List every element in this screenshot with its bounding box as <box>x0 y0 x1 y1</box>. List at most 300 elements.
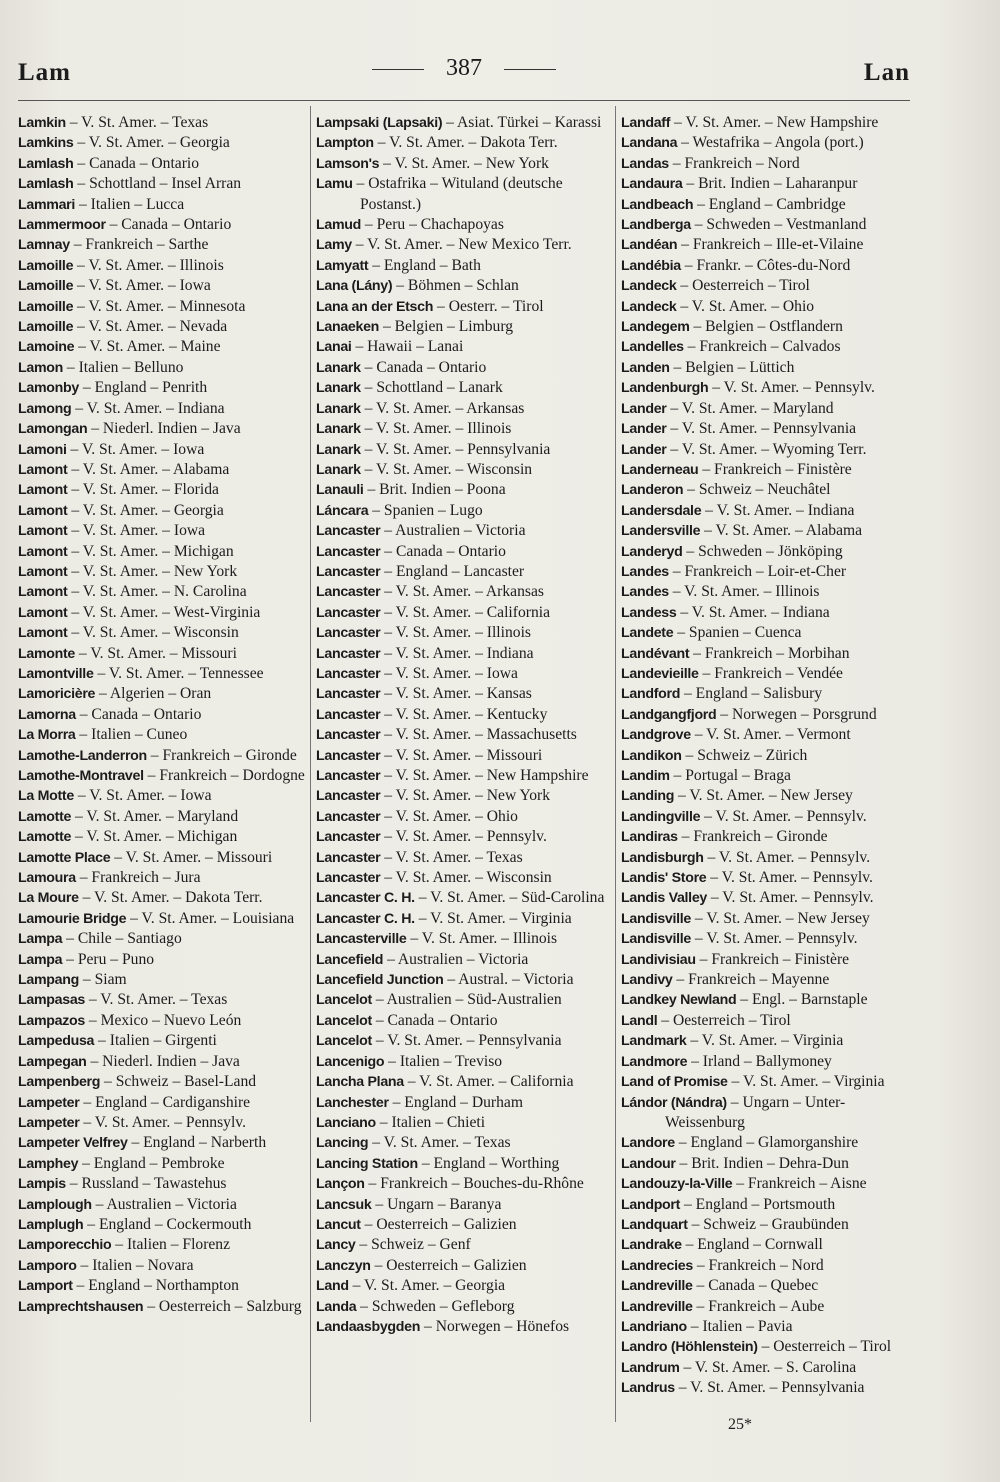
entry-headword: Lamoine <box>18 339 75 356</box>
entry-location: – V. St. Amer. – Pennsylvania <box>360 440 551 458</box>
gazetteer-entry <box>621 1093 913 1134</box>
entry-location: – V. St. Amer. – Indiana <box>676 603 830 621</box>
entry-headword: Lançon <box>316 1176 365 1193</box>
gazetteer-entry <box>18 195 308 215</box>
gazetteer-entry <box>18 786 308 806</box>
gazetteer-entry <box>18 378 308 398</box>
entry-headword: Landour <box>621 1155 676 1172</box>
gazetteer-entry <box>621 256 913 276</box>
entry-headword: Landess <box>621 604 677 621</box>
entry-headword: Lampasas <box>18 992 85 1009</box>
entry-location: – V. St. Amer. – New York <box>380 787 551 805</box>
entry-headword: Lanark <box>316 400 361 417</box>
gazetteer-entry <box>18 1052 308 1072</box>
entry-headword: Lamud <box>316 217 362 234</box>
entry-headword: Landrum <box>621 1359 680 1376</box>
entry-location: – Portugal – Braga <box>669 767 791 784</box>
gazetteer-entry <box>316 358 612 378</box>
entry-headword: Lancaster <box>316 768 381 784</box>
entry-headword: Lanark <box>316 441 361 458</box>
entry-headword: Lamlash <box>18 176 74 193</box>
entry-location: – V. St. Amer. – Kentucky <box>380 705 548 723</box>
entry-headword: Lancaster <box>316 788 381 805</box>
gazetteer-entry <box>316 1174 612 1194</box>
gazetteer-entry <box>621 154 913 174</box>
gazetteer-entry <box>316 786 612 806</box>
entry-headword: Landeck <box>621 278 677 295</box>
entry-location: – Italien – Lucca <box>75 195 185 213</box>
entry-headword: Landaura <box>621 176 683 193</box>
entry-headword: Lamotte <box>18 808 72 825</box>
entry-location: – Austral. – Victoria <box>443 971 574 989</box>
entry-headword: Lanauli <box>316 482 364 499</box>
gazetteer-entry <box>18 746 308 766</box>
entry-location: – V. St. Amer. – Arkansas <box>380 583 544 601</box>
gazetteer-entry <box>621 378 913 398</box>
entry-headword: Landriano <box>621 1318 687 1335</box>
entry-headword: Lamoni <box>18 441 67 458</box>
entry-headword: Lancaster <box>316 604 381 621</box>
gazetteer-entry <box>316 929 612 949</box>
entry-headword: Lander <box>621 400 667 417</box>
entry-headword: Lammermoor <box>18 217 106 234</box>
gazetteer-entry <box>621 399 913 419</box>
entry-location: – V. St. Amer. – Massachusetts <box>380 726 577 744</box>
entry-location: – Oesterreich – Galizien <box>370 1256 527 1274</box>
gazetteer-entry <box>316 807 612 827</box>
entry-headword: Landen <box>621 359 670 376</box>
gazetteer-entry <box>18 603 308 623</box>
gazetteer-entry <box>621 888 913 908</box>
entry-location: – Frankreich – Nord <box>692 1256 824 1274</box>
column-1 <box>18 113 308 1317</box>
entry-location: – V. St. Amer. – Georgia <box>348 1277 506 1295</box>
entry-headword: Landore <box>621 1135 675 1152</box>
gazetteer-entry <box>18 1297 308 1317</box>
entry-headword: Lampenberg <box>18 1074 101 1091</box>
entry-headword: Lamoille <box>18 257 74 274</box>
gazetteer-entry <box>316 501 612 521</box>
gazetteer-entry <box>18 521 308 541</box>
entry-headword: Landenburgh <box>621 380 709 397</box>
gazetteer-entry <box>18 990 308 1010</box>
header-left-keyword: Lam <box>18 59 71 86</box>
gazetteer-entry <box>316 664 612 684</box>
entry-location: – Spanien – Lugo <box>368 501 483 519</box>
gazetteer-entry <box>316 644 612 664</box>
gazetteer-entry <box>621 1297 913 1317</box>
entry-location: – V. St. Amer. – Alabama <box>700 522 863 540</box>
entry-location: – V. St. Amer. – Missouri <box>75 644 237 662</box>
entry-location: – Canada – Ontario <box>73 154 200 172</box>
gazetteer-entry <box>621 562 913 582</box>
entry-location: – England – Northampton <box>72 1277 239 1295</box>
gazetteer-entry <box>316 1133 612 1153</box>
entry-headword: Landouzy-la-Ville <box>621 1176 733 1193</box>
entry-headword: Lamont <box>18 502 68 519</box>
entry-location: – V. St. Amer. – Illinois <box>668 583 820 601</box>
gazetteer-entry <box>621 1195 913 1215</box>
entry-location: – Ostafrika – Wituland (deutsche Postanst.) <box>352 175 563 213</box>
entry-location: – England – Salisbury <box>680 685 823 703</box>
gazetteer-entry <box>621 603 913 623</box>
running-header <box>18 55 910 95</box>
gazetteer-entry <box>621 1317 913 1337</box>
entry-location: – V. St. Amer. – Dakota Terr. <box>373 134 558 152</box>
entry-location: – V. St. Amer. – Minnesota <box>73 297 246 315</box>
gazetteer-entry <box>621 1072 913 1092</box>
entry-headword: Landisville <box>621 931 692 948</box>
entry-location: – Australien – Süd-Australien <box>371 991 562 1009</box>
entry-headword: Lamoille <box>18 319 74 336</box>
gazetteer-entry <box>316 174 612 215</box>
gazetteer-entry <box>18 1113 308 1133</box>
entry-headword: Lancefield Junction <box>316 972 444 989</box>
entry-location: – V. St. Amer. – Florida <box>67 481 219 499</box>
entry-headword: Landim <box>621 768 670 784</box>
gazetteer-entry <box>18 399 308 419</box>
entry-headword: Landreville <box>621 1278 693 1295</box>
entry-location: – Oesterreich – Tirol <box>676 277 810 295</box>
entry-location: – V. St. Amer. – New Jersey <box>691 909 870 927</box>
entry-headword: Landa <box>316 1298 357 1315</box>
entry-headword: Landrecies <box>621 1257 693 1274</box>
entry-headword: Landévant <box>621 645 690 662</box>
entry-location: – V. St. Amer. – Georgia <box>73 134 230 152</box>
entry-headword: Lamporo <box>18 1257 77 1274</box>
entry-headword: Landquart <box>621 1216 688 1233</box>
gazetteer-entry <box>18 1072 308 1092</box>
gazetteer-entry <box>316 1031 612 1051</box>
entry-headword: Lammari <box>18 196 76 213</box>
column-3 <box>621 113 913 1399</box>
entry-location: – V. St. Amer. – Süd-Carolina <box>414 889 605 907</box>
gazetteer-entry <box>316 1195 612 1215</box>
entry-headword: Láncara <box>316 502 369 519</box>
gazetteer-entry <box>316 1276 612 1296</box>
entry-location: – V. St. Amer. – Iowa <box>73 277 211 295</box>
entry-headword: Landgangfjord <box>621 706 717 723</box>
entry-location: – Canada – Ontario <box>360 358 487 376</box>
gazetteer-entry <box>316 521 612 541</box>
entry-location: – Frankreich – Sarthe <box>69 236 209 254</box>
entry-location: – Frankreich – Jura <box>75 869 201 887</box>
entry-headword: Landford <box>621 686 681 703</box>
entry-headword: Landl <box>621 1012 658 1029</box>
entry-location: – Canada – Ontario <box>105 216 232 234</box>
entry-headword: Landes <box>621 563 669 580</box>
gazetteer-entry <box>621 542 913 562</box>
entry-headword: Lamourie Bridge <box>18 910 127 927</box>
entry-headword: Lamothe-Landerron <box>18 747 147 764</box>
entry-location: – Brit. Indien – Poona <box>363 481 506 499</box>
entry-location: – Chile – Santiago <box>62 930 182 948</box>
gazetteer-entry <box>316 1256 612 1276</box>
entry-headword: Lamplugh <box>18 1216 84 1233</box>
gazetteer-entry <box>621 950 913 970</box>
gazetteer-entry <box>18 317 308 337</box>
entry-location: – V. St. Amer. – Dakota Terr. <box>78 889 263 907</box>
entry-location: – V. St. Amer. – Wyoming Terr. <box>666 440 867 458</box>
entry-location: – V. St. Amer. – Tennessee <box>93 664 264 682</box>
gazetteer-entry <box>621 909 913 929</box>
entry-headword: Landana <box>621 135 678 152</box>
gazetteer-entry <box>18 725 308 745</box>
entry-location: – Oesterreich – Tirol <box>757 1338 892 1356</box>
entry-headword: Lancelot <box>316 1033 372 1050</box>
entry-location: – Westafrika – Angola (port.) <box>677 134 864 152</box>
entry-headword: Lampegan <box>18 1053 87 1070</box>
entry-location: – Italien – Novara <box>76 1256 194 1274</box>
entry-location: – V. St. Amer. – Pennsylv. <box>380 828 547 846</box>
entry-headword: Lanark <box>316 461 361 478</box>
entry-headword: Lancing <box>316 1135 369 1152</box>
entry-location: – Italien – Girgenti <box>94 1032 217 1050</box>
entry-location: – England – Pembroke <box>78 1154 225 1172</box>
gazetteer-entry <box>18 1235 308 1255</box>
entry-headword: Landisville <box>621 910 692 927</box>
entry-location: – England – Lancaster <box>380 562 525 580</box>
entry-headword: Lamoille <box>18 298 74 315</box>
entry-location: – Canada – Quebec <box>692 1277 819 1295</box>
entry-location: – England – Cornwall <box>681 1236 823 1254</box>
entry-headword: Lancaster <box>316 829 381 846</box>
gazetteer-entry <box>18 1276 308 1296</box>
entry-headword: Landis Valley <box>621 890 707 907</box>
gazetteer-entry <box>621 1011 913 1031</box>
gazetteer-entry <box>316 1072 612 1092</box>
gazetteer-entry <box>316 215 612 235</box>
entry-headword: Lancaster C. H. <box>316 910 415 927</box>
gazetteer-entry <box>18 888 308 908</box>
entry-headword: Lamotte Place <box>18 849 111 866</box>
entry-headword: Lampedusa <box>18 1033 95 1050</box>
gazetteer-entry <box>621 1215 913 1235</box>
entry-location: – V. St. Amer. – New York <box>379 154 549 172</box>
gazetteer-entry <box>316 950 612 970</box>
gazetteer-entry <box>18 970 308 990</box>
gazetteer-entry <box>621 1052 913 1072</box>
gazetteer-entry <box>316 868 612 888</box>
entry-headword: Lamkin <box>18 115 66 131</box>
entry-headword: Lamu <box>316 176 353 193</box>
entry-headword: Lamothe-Montravel <box>18 768 144 784</box>
entry-headword: Lamont <box>18 625 68 642</box>
entry-location: – V. St. Amer. – Arkansas <box>360 399 525 417</box>
entry-headword: Lana an der Etsch <box>316 298 434 315</box>
gazetteer-entry <box>316 725 612 745</box>
entry-location: – Engl. – Barnstaple <box>736 991 868 1009</box>
entry-headword: Lanciano <box>316 1114 376 1131</box>
entry-location: – V. St. Amer. – Wisconsin <box>380 869 552 887</box>
entry-location: – V. St. Amer. – Pennsylv. <box>708 379 875 397</box>
gazetteer-entry <box>621 317 913 337</box>
entry-location: – Schweiz – Basel-Land <box>100 1073 257 1091</box>
column-divider-2 <box>615 106 616 1422</box>
entry-headword: Lampeter <box>18 1114 80 1131</box>
gazetteer-entry <box>316 1215 612 1235</box>
entry-headword: Lamont <box>18 543 68 560</box>
entry-headword: Lamong <box>18 400 72 417</box>
entry-location: – V. St. Amer. – Pennsylv. <box>706 869 873 887</box>
gazetteer-entry <box>18 848 308 868</box>
entry-location: – V. St. Amer. – Missouri <box>110 848 273 866</box>
gazetteer-entry <box>316 276 612 296</box>
entry-location: – V. St. Amer. – Virginia <box>414 909 572 927</box>
entry-headword: Lana (Lány) <box>316 278 393 295</box>
gazetteer-entry <box>18 235 308 255</box>
entry-location: – V. St. Amer. – Pennsylv. <box>707 889 874 907</box>
entry-location: – V. St. Amer. – Iowa <box>73 787 212 805</box>
entry-headword: Lamporecchio <box>18 1237 112 1254</box>
entry-location: – V. St. Amer. – New York <box>67 562 238 580</box>
entry-headword: Lamyatt <box>316 257 369 274</box>
entry-location: – Italien – Pavia <box>686 1317 793 1335</box>
gazetteer-entry <box>18 480 308 500</box>
gazetteer-entry <box>316 848 612 868</box>
column-divider-1 <box>310 106 311 1422</box>
entry-location: – V. St. Amer. – Pennsylv. <box>700 807 867 825</box>
gazetteer-entry <box>621 807 913 827</box>
entry-headword: Lancaster <box>316 563 381 580</box>
entry-location: – V. St. Amer. – Pennsylv. <box>691 930 858 948</box>
entry-location: – V. St. Amer. – Illinois <box>380 624 531 642</box>
entry-headword: Lampton <box>316 135 374 152</box>
gazetteer-entry <box>621 521 913 541</box>
entry-location: – V. St. Amer. – West-Virginia <box>67 603 261 621</box>
gazetteer-entry <box>18 1133 308 1153</box>
entry-headword: Lancaster <box>316 584 381 601</box>
gazetteer-entry <box>18 868 308 888</box>
entry-location: – V. St. Amer. – Louisiana <box>126 909 295 927</box>
header-rule <box>18 100 910 101</box>
entry-headword: Landikon <box>621 747 682 764</box>
gazetteer-entry <box>621 848 913 868</box>
entry-headword: Landes <box>621 584 669 601</box>
gazetteer-entry <box>621 705 913 725</box>
entry-headword: Lamontville <box>18 665 94 682</box>
entry-location: – Frankreich – Morbihan <box>689 644 850 662</box>
entry-headword: Lamoura <box>18 870 76 887</box>
entry-location: – England – Cambridge <box>693 195 846 213</box>
gazetteer-entry <box>621 113 913 133</box>
gazetteer-entry <box>621 1174 913 1194</box>
entry-location: – England – Durham <box>388 1093 523 1111</box>
gazetteer-entry <box>18 501 308 521</box>
gazetteer-entry <box>316 235 612 255</box>
entry-location: – V. St. Amer. – New Hampshire <box>670 114 879 131</box>
gazetteer-entry <box>621 766 913 786</box>
entry-headword: Landberga <box>621 217 691 234</box>
gazetteer-entry <box>621 195 913 215</box>
entry-headword: Lancenigo <box>316 1053 385 1070</box>
entry-headword: Lancaster <box>316 808 381 825</box>
entry-location: – Frankreich – Dordogne <box>143 767 305 784</box>
entry-location: – Siam <box>78 971 127 989</box>
entry-headword: Landeron <box>621 482 684 499</box>
entry-location: – Australien – Victoria <box>91 1195 237 1213</box>
entry-headword: Lanark <box>316 421 361 438</box>
entry-location: – V. St. Amer. – Alabama <box>67 460 230 478</box>
entry-location: – V. St. Amer. – Texas <box>85 991 228 1009</box>
entry-headword: Lancaster C. H. <box>316 890 415 907</box>
entry-headword: Lampa <box>18 951 63 968</box>
left-dash <box>372 69 424 70</box>
entry-headword: Landébia <box>621 257 681 274</box>
entry-location: – England – Bath <box>368 256 481 274</box>
entry-headword: Lancaster <box>316 727 381 744</box>
entry-location: – Frankreich – Calvados <box>683 338 841 356</box>
entry-headword: Landis' Store <box>621 870 707 887</box>
entry-headword: Lancasterville <box>316 931 407 948</box>
entry-headword: Lamoricière <box>18 686 96 703</box>
entry-location: – V. St. Amer. – Pennsylvania <box>674 1379 865 1397</box>
entry-headword: Landaff <box>621 115 671 131</box>
gazetteer-entry <box>621 827 913 847</box>
entry-headword: Land <box>316 1278 349 1295</box>
entry-location: – Niederl. Indien – Java <box>86 1052 240 1070</box>
entry-location: – England – Narberth <box>127 1134 267 1152</box>
gazetteer-entry <box>621 623 913 643</box>
gazetteer-entry <box>316 378 612 398</box>
entry-location: – Belgien – Lüttich <box>669 358 795 376</box>
gazetteer-entry <box>621 460 913 480</box>
entry-headword: Landelles <box>621 339 684 356</box>
gazetteer-entry <box>18 337 308 357</box>
gazetteer-entry <box>621 664 913 684</box>
gazetteer-entry <box>316 440 612 460</box>
page-number: 387 <box>446 55 482 81</box>
entry-location: – V. St. Amer. – Michigan <box>71 828 238 846</box>
entry-headword: Lamkins <box>18 135 74 152</box>
entry-headword: Lamont <box>18 523 68 540</box>
gazetteer-entry <box>316 623 612 643</box>
entry-headword: Lancut <box>316 1216 361 1233</box>
entry-location: – Canada – Ontario <box>380 542 506 560</box>
entry-headword: Lamotte <box>18 829 72 846</box>
entry-headword: Lamont <box>18 461 68 478</box>
entry-headword: Lancing Station <box>316 1155 418 1172</box>
gazetteer-entry <box>18 664 308 684</box>
entry-location: – V. St. Amer. – Texas <box>65 114 209 131</box>
entry-headword: Lampazos <box>18 1012 85 1029</box>
gazetteer-entry <box>18 807 308 827</box>
entry-location: – England – Worthing <box>417 1154 560 1172</box>
entry-location: – Ungarn – Baranya <box>371 1195 502 1213</box>
entry-headword: Lamont <box>18 604 68 621</box>
gazetteer-entry <box>18 827 308 847</box>
entry-headword: Lampang <box>18 972 79 989</box>
entry-location: – Frankreich – Finistère <box>698 460 852 478</box>
entry-headword: Landingville <box>621 808 701 825</box>
gazetteer-entry <box>621 215 913 235</box>
entry-location: – V. St. Amer. – Maine <box>74 338 221 356</box>
entry-location: – V. St. Amer. – Maryland <box>71 807 239 825</box>
entry-headword: Landrake <box>621 1237 682 1254</box>
entry-headword: Lanaeken <box>316 319 380 336</box>
entry-location: – V. St. Amer. – Indiana <box>71 399 225 417</box>
gazetteer-entry <box>316 1317 612 1337</box>
gazetteer-entry <box>621 1276 913 1296</box>
entry-headword: Lamongan <box>18 421 88 438</box>
entry-location: – Schweiz – Neuchâtel <box>683 481 831 499</box>
gazetteer-entry <box>316 399 612 419</box>
entry-location: – Asiat. Türkei – Karassi <box>442 114 602 131</box>
gazetteer-entry <box>316 1011 612 1031</box>
entry-location: – V. St. Amer. – Texas <box>368 1134 511 1152</box>
entry-headword: Landeryd <box>621 543 683 560</box>
gazetteer-entry <box>621 970 913 990</box>
